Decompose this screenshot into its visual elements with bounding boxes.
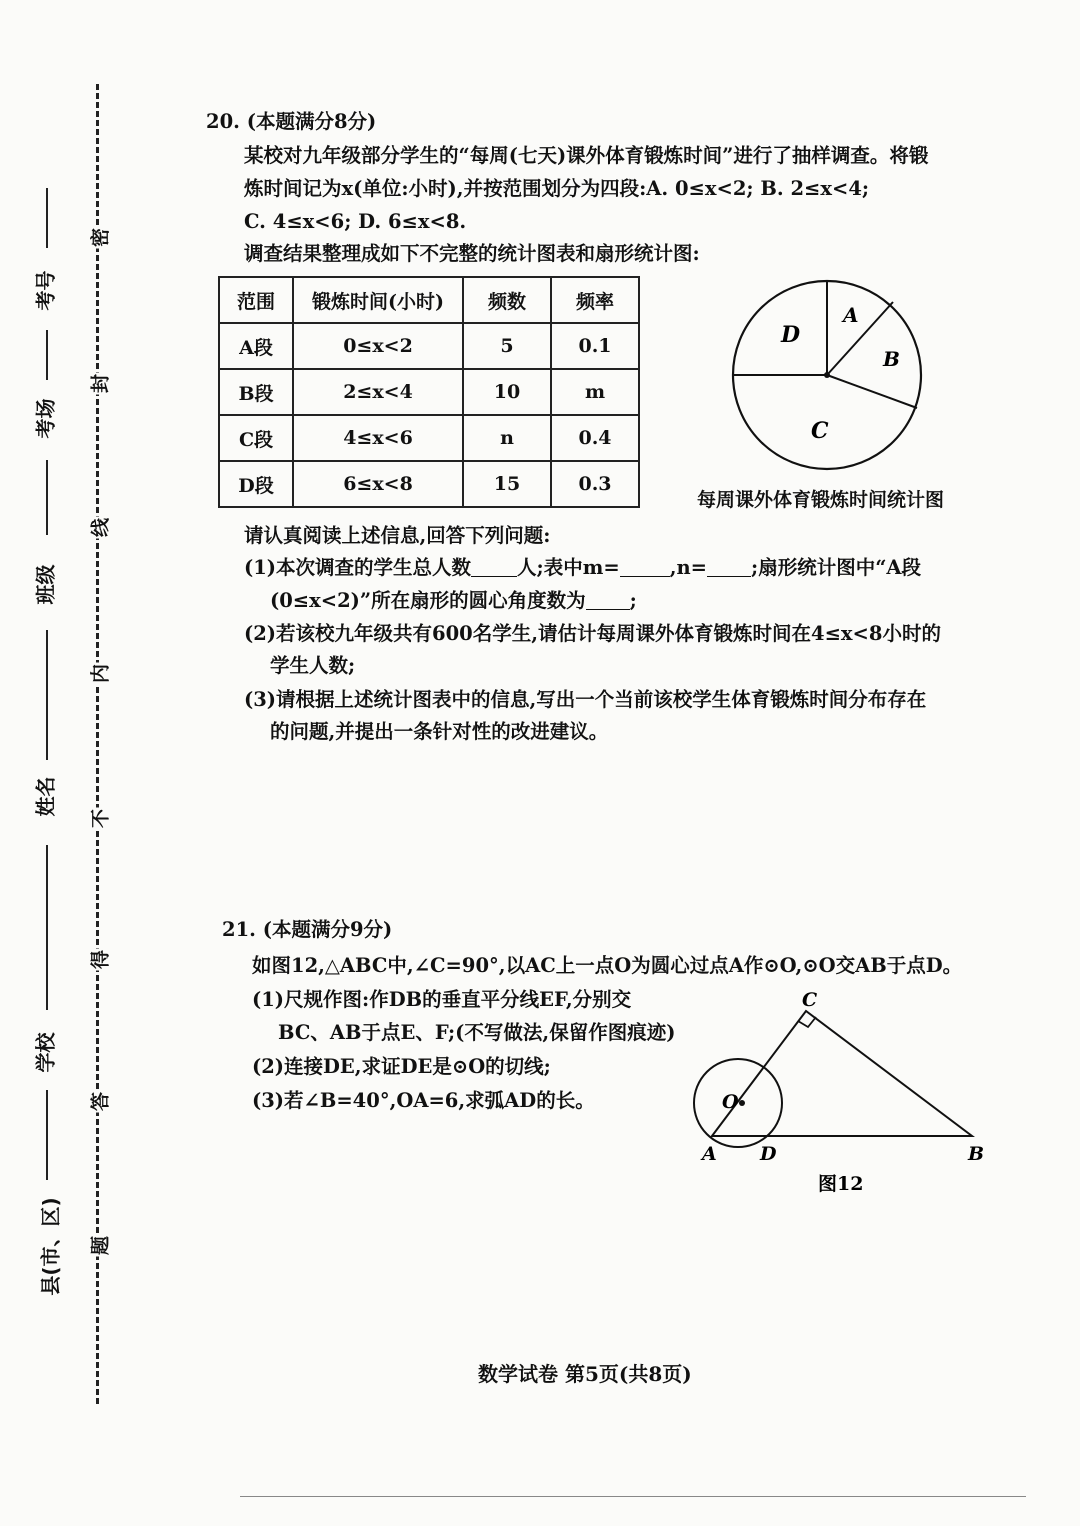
pie-label-a: A	[843, 303, 859, 327]
pie-divider	[827, 375, 917, 408]
table-cell: 5	[463, 323, 551, 369]
table-row	[219, 461, 639, 507]
q20-sub1	[244, 552, 921, 584]
q21-sub1: (1)尺规作图:作DB的垂直平分线EF,分别交	[252, 988, 632, 1011]
q20-sub2-cont: 学生人数;	[270, 654, 356, 677]
pie-center	[824, 372, 830, 378]
answer-blank	[620, 556, 670, 577]
page-footer: 数学试卷 第5页(共8页)	[478, 1362, 692, 1386]
table-cell: 10	[463, 369, 551, 415]
q20-sub1-text: ,n=	[669, 556, 708, 579]
q20-sub1-text: ;	[629, 589, 637, 612]
pie-chart	[725, 268, 935, 488]
point-o-label: O	[722, 1091, 739, 1113]
table-cell: 0.3	[551, 461, 639, 507]
q20-sub1-text: (0≤x<2)”所在扇形的圆心角度数为	[270, 589, 586, 612]
seal-char: 答	[86, 1091, 113, 1113]
table-header-row	[219, 277, 639, 323]
pie-caption: 每周课外体育锻炼时间统计图	[697, 489, 945, 511]
q20-heading: 20. (本题满分8分)	[206, 110, 377, 133]
q20-sub1-text: (1)本次调查的学生总人数	[244, 556, 472, 579]
answer-blank	[471, 556, 517, 577]
q21-sub3: (3)若∠B=40°,OA=6,求弧AD的长。	[252, 1089, 595, 1112]
q21-sub1-cont: BC、AB于点E、F;(不写做法,保留作图痕迹)	[278, 1021, 676, 1044]
seal-char: 封	[86, 373, 113, 395]
q21-sub2: (2)连接DE,求证DE是⊙O的切线;	[252, 1055, 551, 1078]
point-c-label: C	[802, 989, 818, 1011]
exam-room-line	[46, 330, 48, 380]
pie-label-b: B	[883, 347, 900, 371]
q20-sub2: (2)若该校九年级共有600名学生,请估计每周课外体育锻炼时间在4≤x<8小时的	[244, 622, 941, 645]
q20-sub1-cont	[270, 585, 637, 617]
seal-char: 不	[86, 808, 113, 830]
seal-char: 内	[86, 663, 113, 685]
table-cell: B段	[219, 369, 293, 415]
name-label: 姓名	[33, 776, 58, 817]
table-cell: 4≤x<6	[293, 415, 463, 461]
table-row	[219, 415, 639, 461]
frequency-table	[218, 276, 640, 508]
q20-prompt: 请认真阅读上述信息,回答下列问题:	[244, 524, 551, 547]
seal-char: 得	[86, 949, 113, 971]
table-header: 锻炼时间(小时)	[293, 277, 463, 323]
q21-intro: 如图12,△ABC中,∠C=90°,以AC上一点O为圆心过点A作⊙O,⊙O交AB于点D。	[252, 954, 963, 977]
table-row	[219, 323, 639, 369]
answer-blank	[586, 589, 630, 610]
table-cell: 0.1	[551, 323, 639, 369]
seal-char: 线	[86, 517, 113, 539]
table-cell: n	[463, 415, 551, 461]
point-a-label: A	[702, 1143, 717, 1165]
table-header: 频率	[551, 277, 639, 323]
answer-blank	[707, 556, 751, 577]
figure-12	[684, 984, 994, 1194]
class-line	[46, 460, 48, 535]
county-label: 县(市、区)	[38, 1197, 63, 1296]
table-cell: 15	[463, 461, 551, 507]
q20-text-line: 某校对九年级部分学生的“每周(七天)课外体育锻炼时间”进行了抽样调查。将锻	[244, 144, 929, 167]
table-cell: 0.4	[551, 415, 639, 461]
bottom-rule	[240, 1496, 1026, 1497]
q20-sub1-text: 人;表中m=	[517, 556, 620, 579]
q20-text-line: 炼时间记为x(单位:小时),并按范围划分为四段:A. 0≤x<2; B. 2≤x<4;	[244, 177, 870, 200]
table-cell: m	[551, 369, 639, 415]
exam-number-line	[46, 188, 48, 248]
exam-room-label: 考场	[33, 398, 58, 439]
q21-heading: 21. (本题满分9分)	[222, 918, 393, 941]
name-line	[46, 630, 48, 760]
class-label: 班级	[33, 564, 58, 605]
q20-text-line: C. 4≤x<6; D. 6≤x<8.	[244, 210, 467, 233]
table-cell: 0≤x<2	[293, 323, 463, 369]
school-label: 学校	[33, 1032, 58, 1073]
table-cell: D段	[219, 461, 293, 507]
q20-sub3: (3)请根据上述统计图表中的信息,写出一个当前该校学生体育锻炼时间分布存在	[244, 688, 927, 711]
table-cell: A段	[219, 323, 293, 369]
point-b-label: B	[968, 1143, 985, 1165]
exam-number-label: 考号	[33, 270, 58, 311]
seal-char: 密	[86, 227, 113, 249]
q20-text-line: 调查结果整理成如下不完整的统计图表和扇形统计图:	[244, 242, 700, 265]
county-line	[46, 1090, 48, 1180]
table-header: 频数	[463, 277, 551, 323]
q20-sub1-text: ;扇形统计图中“A段	[751, 556, 922, 579]
table-header: 范围	[219, 277, 293, 323]
q20-sub3-cont: 的问题,并提出一条针对性的改进建议。	[270, 720, 609, 743]
pie-label-d: D	[781, 322, 801, 348]
point-d-label: D	[760, 1143, 777, 1165]
center-o	[739, 1100, 745, 1106]
table-row	[219, 369, 639, 415]
table-cell: 6≤x<8	[293, 461, 463, 507]
seal-char: 题	[86, 1235, 113, 1257]
table-cell: 2≤x<4	[293, 369, 463, 415]
pie-label-c: C	[811, 418, 829, 444]
figure-caption: 图12	[818, 1173, 864, 1194]
school-line	[46, 845, 48, 1010]
table-cell: C段	[219, 415, 293, 461]
seal-dashed-line	[96, 84, 99, 1404]
triangle-abc	[712, 1011, 972, 1136]
